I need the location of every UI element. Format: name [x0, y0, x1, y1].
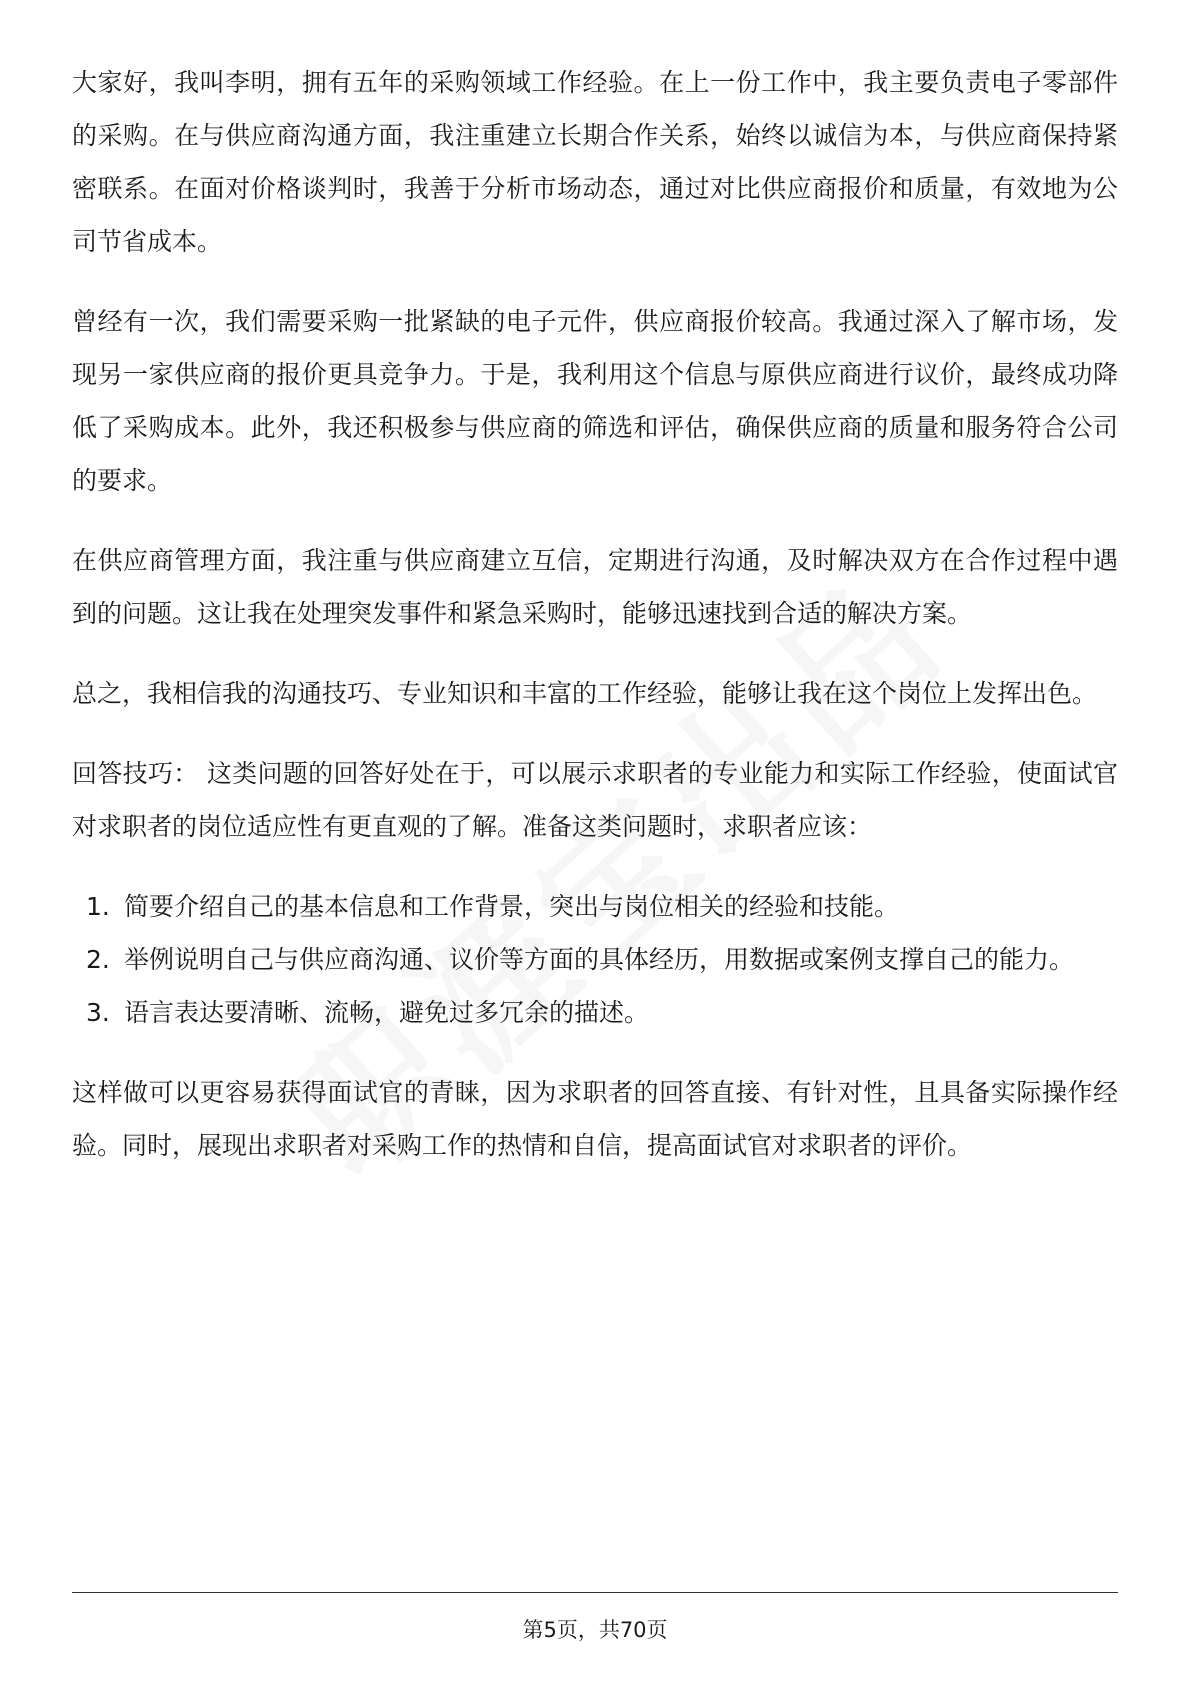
- page-number: 第5页，共70页: [522, 1618, 668, 1642]
- list-number: 3.: [86, 998, 110, 1027]
- list-number: 1.: [86, 892, 110, 921]
- paragraph-supplier-management: 在供应商管理方面，我注重与供应商建立互信，定期进行沟通，及时解决双方在合作过程中遇到的问题。这让我在处理突发事件和紧急采购时，能够迅速找到合适的解决方案。: [72, 546, 1118, 628]
- list-item: [72, 880, 1118, 933]
- list-item: [72, 933, 1118, 986]
- list-text: 简要介绍自己的基本信息和工作背景，突出与岗位相关的经验和技能。: [124, 892, 900, 921]
- paragraph-answer-tips: 回答技巧： 这类问题的回答好处在于，可以展示求职者的专业能力和实际工作经验，使面试官对求职者的岗位适应性有更直观的了解。准备这类问题时，求职者应该：: [72, 759, 1118, 841]
- list-item: [72, 986, 1118, 1039]
- list-number: 2.: [86, 945, 110, 974]
- paragraph-summary: 总之，我相信我的沟通技巧、专业知识和丰富的工作经验，能够让我在这个岗位上发挥出色。: [72, 679, 1098, 708]
- list-text: 举例说明自己与供应商沟通、议价等方面的具体经历，用数据或案例支撑自己的能力。: [124, 945, 1075, 974]
- tips-list: [72, 880, 1118, 1039]
- footer-divider: [72, 1592, 1118, 1593]
- paragraph-intro: 大家好，我叫李明，拥有五年的采购领域工作经验。在上一份工作中，我主要负责电子零部件的采购。在与供应商沟通方面，我注重建立长期合作关系，始终以诚信为本，与供应商保持紧密联系。在面对价格谈判时，我善于分析市场动态，通过对比供应商报价和质量，有效地为公司节省成本。: [72, 68, 1118, 256]
- list-text: 语言表达要清晰、流畅，避免过多冗余的描述。: [124, 998, 650, 1027]
- paragraph-closing: 这样做可以更容易获得面试官的青睐，因为求职者的回答直接、有针对性，且具备实际操作经验。同时，展现出求职者对采购工作的热情和自信，提高面试官对求职者的评价。: [72, 1078, 1118, 1160]
- document-body: [72, 56, 1118, 1199]
- paragraph-example: 曾经有一次，我们需要采购一批紧缺的电子元件，供应商报价较高。我通过深入了解市场，发现另一家供应商的报价更具竞争力。于是，我利用这个信息与原供应商进行议价，最终成功降低了采购成本。此外，我还积极参与供应商的筛选和评估，确保供应商的质量和服务符合公司的要求。: [72, 307, 1118, 495]
